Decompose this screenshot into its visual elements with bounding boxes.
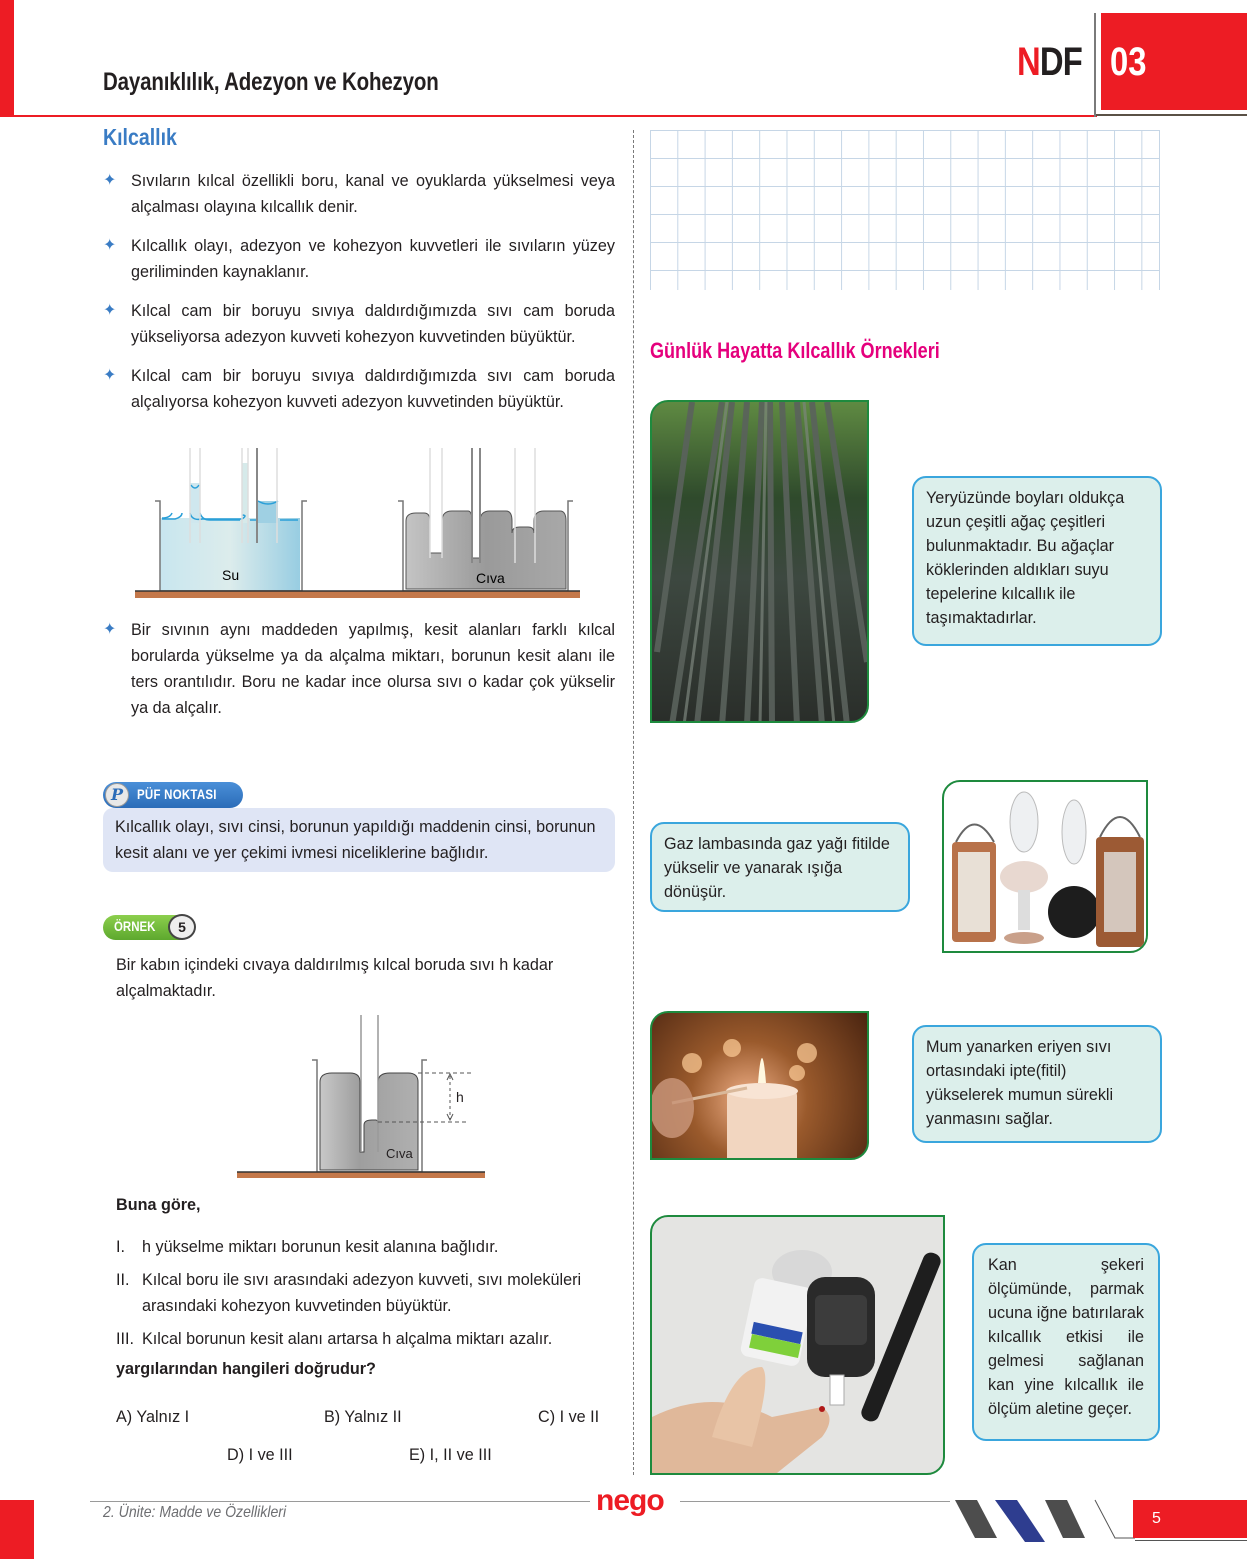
oil-lamps-photo <box>942 780 1148 953</box>
question-lead: Buna göre, <box>116 1196 201 1214</box>
publisher-logo: nego <box>596 1484 664 1517</box>
bullet-item: ✦ Sıvıların kılcal özellikli boru, kanal ve oyuklarda yükselmesi veya alçalması olayına kılcallık denir. <box>103 168 615 220</box>
ndf-badge <box>1017 40 1082 85</box>
notes-grid <box>650 130 1160 290</box>
option-b[interactable]: B) Yalnız II <box>324 1408 402 1426</box>
footer-stripes-decoration <box>955 1498 1135 1542</box>
page-title: Dayanıklılık, Adezyon ve Kohezyon <box>103 68 439 96</box>
callout-candle: Mum yanarken eriyen sıvı ortasındaki ipte(fitil) yükselerek mumun sürekli yanmasını sağlar. <box>912 1025 1162 1143</box>
footer-red-bar <box>0 1500 34 1559</box>
statement-list <box>116 1234 616 1359</box>
chapter-number: 03 <box>1110 40 1147 84</box>
page-number: 5 <box>1152 1510 1161 1527</box>
mercury-label: Cıva <box>476 570 505 586</box>
star-bullet-icon: ✦ <box>103 172 117 189</box>
bullet-item: ✦ Bir sıvının aynı maddeden yapılmış, kesit alanları farklı kılcal borularda yükselme ya da alçalma miktarı, borunun kesit alanı ile ters orantılıdır. Boru ne kadar ince olursa sıvı o kadar çok yükselir ya da alçalır. <box>103 617 615 721</box>
h-label: h <box>456 1089 464 1105</box>
glucose-meter-photo <box>650 1215 945 1475</box>
callout-oil-lamp: Gaz lambasında gaz yağı fitilde yükselir ve yanarak ışığa dönüşür. <box>650 822 910 912</box>
tip-box: Kılcallık olayı, sıvı cinsi, borunun yapıldığı maddenin cinsi, borunun kesit alanı ve yer çekimi ivmesi niceliklerine bağlıdır. <box>103 808 615 872</box>
question-prompt: yargılarından hangileri doğrudur? <box>116 1360 376 1378</box>
option-c[interactable]: C) I ve II <box>538 1408 600 1426</box>
example-number: 5 <box>168 914 196 940</box>
section-title: Kılcallık <box>103 124 177 150</box>
candle-photo <box>650 1011 869 1160</box>
option-e[interactable]: E) I, II ve III <box>409 1446 492 1464</box>
candle-illustration <box>652 1013 869 1160</box>
option-d[interactable]: D) I ve III <box>227 1446 293 1464</box>
star-bullet-icon: ✦ <box>103 237 117 254</box>
mercury-capillary-figure <box>232 1010 492 1180</box>
tip-p-icon: P <box>105 783 129 807</box>
ndf-separator <box>1094 13 1096 117</box>
bullet-list-top <box>103 168 615 415</box>
footer-rule-right <box>680 1501 950 1502</box>
mercury-label: Cıva <box>386 1146 413 1161</box>
ndf-n: N <box>1017 40 1040 84</box>
left-red-bar <box>0 0 14 117</box>
star-bullet-icon: ✦ <box>103 621 117 638</box>
statement-item: I. h yükselme miktarı borunun kesit alanına bağlıdır. <box>116 1238 499 1256</box>
bullet-item: ✦ Kılcal cam bir boruyu sıvıya daldırdığımızda sıvı cam boruda alçalıyorsa kohezyon kuvveti adezyon kuvvetinden büyüktür. <box>103 363 615 415</box>
footer-rule-left <box>90 1501 590 1502</box>
tip-label: PÜF NOKTASI <box>137 787 217 802</box>
unit-name: 2. Ünite: Madde ve Özellikleri <box>103 1504 287 1521</box>
option-a[interactable]: A) Yalnız I <box>116 1408 190 1426</box>
page-number-box <box>1133 1500 1247 1538</box>
ndf-df: DF <box>1039 40 1082 84</box>
lamps-illustration <box>944 782 1148 953</box>
capillary-figure-water-mercury <box>130 443 610 603</box>
bullet-item: ✦ Kılcal cam bir boruyu sıvıya daldırdığımızda sıvı cam boruda yükseliyorsa adezyon kuvveti kohezyon kuvvetinden büyüktür. <box>103 298 615 350</box>
example-label: ÖRNEK <box>114 919 156 934</box>
callout-glucose: Kan şekeri ölçümünde, parmak ucuna iğne batırılarak kılcallık etkisi ile gelmesi sağlanan kan yine kılcallık ile ölçüm aletine geçer. <box>972 1243 1160 1441</box>
statement-item: III. Kılcal borunun kesit alanı artarsa h alçalma miktarı azalır. <box>116 1330 553 1348</box>
page-underline <box>1135 1540 1247 1541</box>
example-text: Bir kabın içindeki cıvaya daldırılmış kılcal boruda sıvı h kadar alçalmaktadır. <box>116 956 554 1000</box>
bullet-list-bottom <box>103 617 615 721</box>
callout-trees: Yeryüzünde boyları oldukça uzun çeşitli ağaç çeşitleri bulunmaktadır. Bu ağaçlar köklerinden aldıkları suyu tepelerine kılcallık ile taşımaktadırlar. <box>912 476 1162 646</box>
water-label: Su <box>222 567 240 583</box>
statement-item: II. Kılcal boru ile sıvı arasındaki adezyon kuvveti, sıvı moleküleri arasındaki kohezyon kuvvetinden büyüktür. <box>116 1271 582 1315</box>
header-rule <box>14 115 1097 117</box>
bullet-item: ✦ Kılcallık olayı, adezyon ve kohezyon kuvvetleri ile sıvıların yüzey geriliminden kaynaklanır. <box>103 233 615 285</box>
bamboo-illustration <box>652 402 869 723</box>
star-bullet-icon: ✦ <box>103 302 117 319</box>
column-divider <box>633 130 634 1475</box>
bamboo-forest-photo <box>650 400 869 723</box>
examples-title: Günlük Hayatta Kılcallık Örnekleri <box>650 338 940 363</box>
chapter-underline <box>1096 114 1247 116</box>
star-bullet-icon: ✦ <box>103 367 117 384</box>
glucose-illustration <box>652 1217 945 1475</box>
